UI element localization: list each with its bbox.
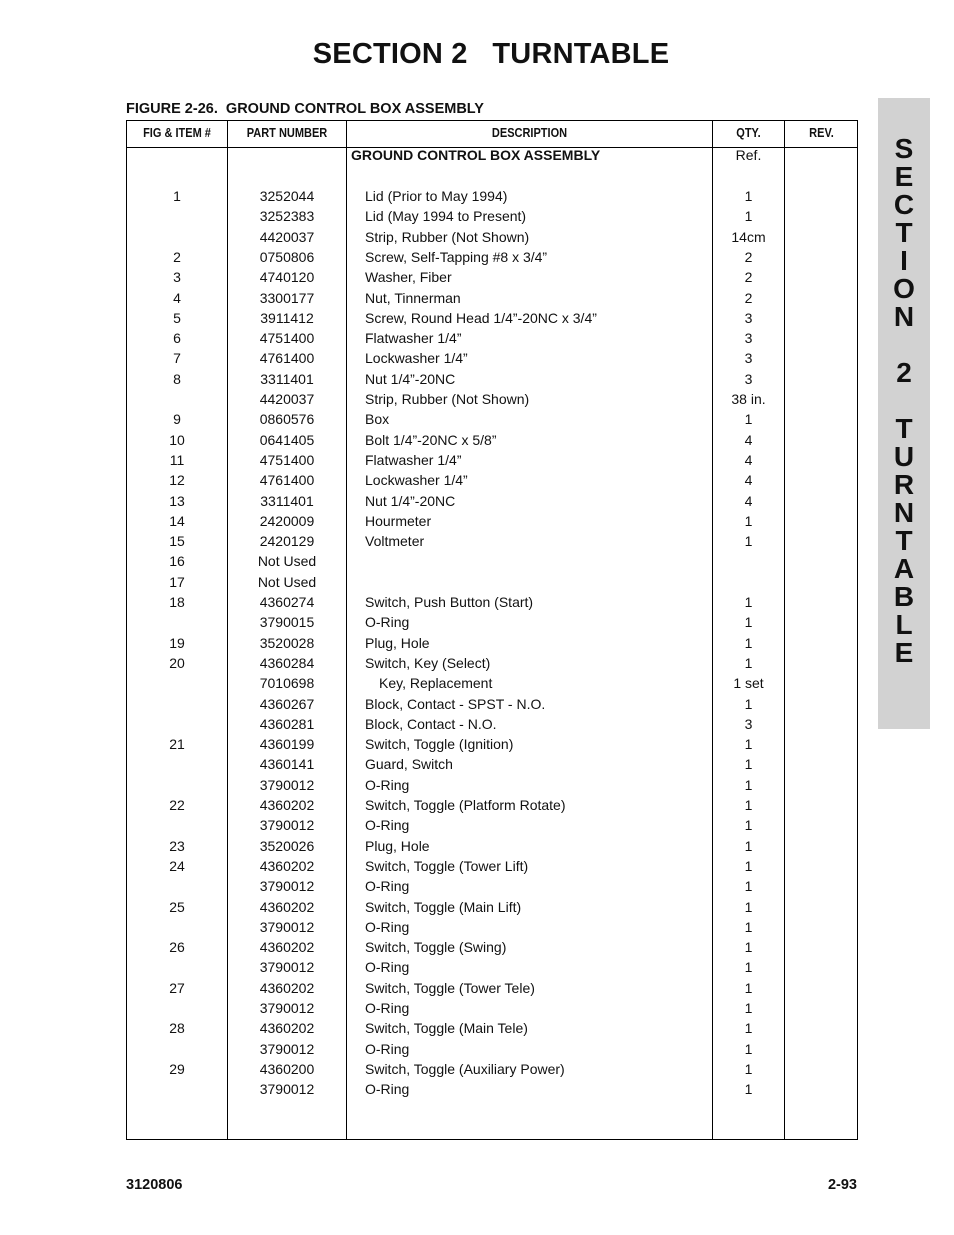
table-row — [127, 551, 857, 571]
part-number-cell: 4360202 — [259, 857, 315, 874]
description-cell: Switch, Toggle (Swing) — [365, 939, 507, 956]
part-number-cell: 4360202 — [259, 979, 315, 996]
fig-item-cell: 8 — [173, 370, 181, 387]
qty-cell: 4 — [744, 492, 753, 509]
page-number: 2-93 — [827, 1177, 857, 1193]
side-tab-letter — [878, 331, 930, 359]
fig-item-cell: 2 — [173, 248, 181, 265]
column-header-qty: QTY. — [736, 126, 761, 140]
table-row — [127, 389, 857, 409]
table-row — [127, 998, 857, 1018]
table-row — [127, 978, 857, 998]
page-title: SECTION 2 TURNTABLE — [312, 38, 670, 70]
qty-cell: 4 — [744, 472, 753, 489]
document-number: 3120806 — [126, 1177, 183, 1193]
parts-table — [126, 120, 858, 1140]
fig-item-cell: 4 — [173, 289, 181, 306]
part-number-cell: 3311401 — [260, 492, 314, 509]
table-row — [127, 957, 857, 977]
table-row — [127, 592, 857, 612]
description-cell: Switch, Toggle (Platform Rotate) — [365, 797, 566, 813]
description-cell: Hourmeter — [365, 512, 432, 529]
table-row — [127, 1018, 857, 1038]
description-cell: Box — [365, 411, 390, 428]
column-header-fig: FIG & ITEM # — [143, 126, 211, 140]
table-row — [127, 511, 857, 531]
part-number-cell: 4360200 — [259, 1060, 315, 1077]
qty-cell: 1 — [744, 411, 753, 428]
table-row — [127, 247, 857, 267]
part-number-cell: 3520028 — [259, 634, 315, 651]
description-cell: O-Ring — [365, 878, 410, 895]
part-number-cell: 3520026 — [259, 837, 315, 854]
part-number-cell: 4360284 — [259, 654, 315, 671]
part-number-cell: 3790012 — [259, 1081, 315, 1098]
side-tab-letter: N — [893, 301, 915, 332]
table-row — [127, 694, 857, 714]
table-row — [127, 206, 857, 226]
description-cell: O-Ring — [365, 1040, 410, 1057]
side-tab-letter: 2 — [896, 357, 912, 388]
description-cell: Flatwasher 1/4” — [365, 330, 462, 347]
part-number-cell: 3790012 — [259, 776, 315, 793]
description-cell: Lockwasher 1/4” — [365, 350, 468, 367]
description-cell: Switch, Key (Select) — [365, 654, 491, 671]
description-cell: O-Ring — [365, 776, 410, 793]
fig-item-cell: 6 — [173, 330, 181, 347]
fig-item-cell: 10 — [169, 431, 185, 448]
description-cell: O-Ring — [365, 1000, 410, 1016]
side-tab-letter: E — [894, 161, 914, 192]
description-cell: Plug, Hole — [365, 837, 430, 854]
qty-cell: 3 — [744, 715, 753, 732]
description-cell: Strip, Rubber (Not Shown) — [365, 391, 530, 407]
part-number-cell: 4751400 — [259, 451, 315, 468]
side-tab-letter: A — [893, 553, 915, 584]
table-row — [127, 348, 857, 368]
fig-item-cell: 15 — [169, 533, 185, 550]
part-number-cell: 4360199 — [259, 736, 315, 753]
table-row — [127, 450, 857, 470]
table-row — [127, 815, 857, 835]
table-row — [127, 491, 857, 511]
side-tab-letters — [878, 135, 930, 667]
part-number-cell: 4420037 — [259, 228, 315, 245]
qty-cell: 2 — [744, 248, 753, 265]
description-cell: Block, Contact - SPST - N.O. — [365, 695, 546, 712]
side-tab-letter — [878, 387, 930, 415]
table-row — [127, 531, 857, 551]
fig-item-cell: 22 — [169, 797, 185, 813]
qty-cell: 1 — [744, 898, 753, 915]
qty-cell: 1 — [744, 959, 753, 976]
description-cell: Switch, Push Button (Start) — [365, 594, 534, 610]
table-row — [127, 409, 857, 429]
qty-cell: 1 — [744, 756, 753, 773]
part-number-cell: 3790012 — [259, 959, 315, 976]
table-row — [127, 1039, 857, 1059]
part-number-cell: 4761400 — [259, 472, 315, 489]
figure-caption: FIGURE 2-26. GROUND CONTROL BOX ASSEMBLY — [126, 101, 484, 117]
table-row — [127, 308, 857, 328]
side-tab-letter: T — [895, 525, 913, 556]
fig-item-cell: 5 — [173, 309, 181, 326]
fig-item-cell: 14 — [169, 512, 185, 529]
side-tab-letter: L — [895, 609, 913, 640]
qty-cell: 3 — [744, 309, 753, 326]
table-row — [127, 470, 857, 490]
table-row — [127, 856, 857, 876]
description-cell: Strip, Rubber (Not Shown) — [365, 228, 530, 245]
qty-cell: 1 — [744, 797, 753, 813]
table-row — [127, 775, 857, 795]
description-cell: Plug, Hole — [365, 634, 430, 651]
description-cell: Flatwasher 1/4” — [365, 451, 462, 468]
fig-item-cell: 16 — [169, 553, 185, 570]
table-row — [127, 673, 857, 693]
description-cell: Switch, Toggle (Tower Tele) — [365, 979, 535, 996]
qty-cell: 1 — [744, 533, 753, 550]
table-row — [127, 369, 857, 389]
qty-cell: 4 — [744, 431, 753, 448]
description-cell: O-Ring — [365, 918, 410, 935]
qty-cell: 2 — [744, 269, 753, 286]
part-number-cell: 3252044 — [259, 188, 315, 204]
table-row — [127, 227, 857, 247]
part-number-cell: Not Used — [257, 573, 317, 590]
table-row — [127, 430, 857, 450]
part-number-cell: 3790012 — [259, 1000, 315, 1016]
qty-cell: 1 — [744, 878, 753, 895]
part-number-cell: 4360267 — [259, 695, 315, 712]
fig-item-cell: 29 — [169, 1060, 185, 1077]
description-cell: Washer, Fiber — [365, 269, 452, 286]
side-tab-letter: I — [900, 245, 908, 276]
fig-item-cell: 9 — [173, 411, 181, 428]
column-header-part: PART NUMBER — [246, 126, 328, 140]
side-tab-letter: S — [894, 133, 914, 164]
qty-cell: 1 — [744, 634, 753, 651]
side-tab-letter: N — [893, 497, 915, 528]
part-number-cell: 4360281 — [259, 715, 315, 732]
fig-item-cell: 21 — [169, 736, 185, 753]
fig-item-cell: 12 — [169, 472, 185, 489]
side-tab-letter: B — [893, 581, 915, 612]
qty-cell: 1 — [744, 918, 753, 935]
description-cell: Nut 1/4”-20NC — [365, 370, 456, 387]
table-row — [127, 186, 857, 206]
description-cell: Key, Replacement — [379, 675, 493, 692]
qty-cell: 1 — [744, 208, 753, 225]
part-number-cell: 4761400 — [259, 350, 315, 367]
table-row — [127, 734, 857, 754]
qty-cell: 1 — [744, 1081, 753, 1098]
table-row — [127, 1079, 857, 1099]
table-row — [127, 572, 857, 592]
part-number-cell: 3300177 — [259, 289, 315, 306]
description-cell: Nut 1/4”-20NC — [365, 492, 456, 509]
table-row — [127, 1059, 857, 1079]
qty-cell: 1 — [744, 817, 753, 834]
part-number-cell: 4360141 — [259, 756, 315, 773]
qty-cell: 1 — [744, 776, 753, 793]
part-number-cell: 3790012 — [259, 1040, 315, 1057]
part-number-cell: Not Used — [257, 553, 317, 570]
description-cell: Lid (Prior to May 1994) — [365, 188, 508, 204]
description-cell: Lockwasher 1/4” — [365, 472, 468, 489]
fig-item-cell: 20 — [169, 654, 185, 671]
table-row — [127, 653, 857, 673]
description-cell: Bolt 1/4”-20NC x 5/8” — [365, 431, 497, 448]
description-cell: O-Ring — [365, 959, 410, 976]
fig-item-cell: 26 — [169, 939, 185, 956]
side-tab-letter: E — [894, 637, 914, 668]
part-number-cell: 4360202 — [259, 939, 315, 956]
qty-cell: 3 — [744, 370, 753, 387]
qty-cell: 1 — [744, 654, 753, 671]
part-number-cell: 3252383 — [259, 208, 315, 225]
part-number-cell: 3790012 — [259, 918, 315, 935]
qty-cell: 1 — [744, 695, 753, 712]
table-row — [127, 145, 857, 165]
part-number-cell: 4360274 — [259, 594, 315, 610]
column-header-description: DESCRIPTION — [491, 126, 568, 140]
fig-item-cell: 1 — [173, 188, 181, 204]
fig-item-cell: 13 — [169, 492, 185, 509]
qty-cell: 1 — [744, 979, 753, 996]
fig-item-cell: 19 — [169, 634, 185, 651]
side-tab-letter: T — [895, 413, 913, 444]
qty-cell: 1 — [744, 857, 753, 874]
qty-cell: 1 — [744, 1040, 753, 1057]
side-tab-letter: T — [895, 217, 913, 248]
part-number-cell: 3790012 — [259, 817, 315, 834]
table-row — [127, 714, 857, 734]
qty-cell: 2 — [744, 289, 753, 306]
qty-cell: 1 — [744, 188, 753, 204]
description-cell: Voltmeter — [365, 533, 425, 550]
description-cell: Screw, Round Head 1/4”-20NC x 3/4” — [365, 309, 597, 326]
table-row — [127, 917, 857, 937]
part-number-cell: 3790012 — [259, 878, 315, 895]
qty-cell: 1 — [744, 1060, 753, 1077]
description-cell: Nut, Tinnerman — [365, 289, 461, 306]
part-number-cell: 4740120 — [259, 269, 315, 286]
fig-item-cell: 3 — [173, 269, 181, 286]
part-number-cell: 0750806 — [259, 248, 315, 265]
description-cell: Switch, Toggle (Main Lift) — [365, 898, 522, 915]
fig-item-cell: 25 — [169, 898, 185, 915]
part-number-cell: 7010698 — [259, 675, 315, 692]
table-row — [127, 836, 857, 856]
table-row — [127, 876, 857, 896]
fig-item-cell: 11 — [169, 451, 185, 468]
part-number-cell: 2420009 — [259, 512, 315, 529]
description-cell: Screw, Self-Tapping #8 x 3/4” — [365, 248, 548, 265]
qty-cell: 4 — [744, 451, 753, 468]
part-number-cell: 0641405 — [259, 431, 315, 448]
table-row — [127, 897, 857, 917]
description-cell: Block, Contact - N.O. — [365, 715, 497, 732]
column-header-rev: REV. — [809, 126, 834, 140]
part-number-cell: 4360202 — [259, 797, 315, 813]
part-number-cell: 3790015 — [259, 614, 315, 631]
description-cell: O-Ring — [365, 614, 410, 631]
part-number-cell: 4360202 — [259, 1020, 315, 1037]
table-row — [127, 633, 857, 653]
section-side-tab — [878, 98, 930, 729]
qty-cell: 14cm — [731, 228, 766, 245]
qty-cell: 1 — [744, 837, 753, 854]
qty-cell: Ref. — [735, 147, 762, 163]
side-tab-letter: C — [893, 189, 915, 220]
side-tab-letter: O — [893, 273, 915, 304]
description-cell: O-Ring — [365, 817, 410, 834]
qty-cell: 1 — [744, 1000, 753, 1016]
description-cell: Switch, Toggle (Ignition) — [365, 736, 514, 753]
fig-item-cell: 17 — [169, 573, 185, 590]
description-cell: Switch, Toggle (Auxiliary Power) — [365, 1060, 565, 1077]
table-row — [127, 328, 857, 348]
description-cell: O-Ring — [365, 1081, 410, 1098]
part-number-cell: 3911412 — [260, 309, 314, 326]
description-cell: Lid (May 1994 to Present) — [365, 208, 527, 225]
fig-item-cell: 7 — [173, 350, 181, 367]
table-row — [127, 754, 857, 774]
part-number-cell: 3311401 — [260, 370, 314, 387]
part-number-cell: 0860576 — [259, 411, 315, 428]
qty-cell: 38 in. — [731, 391, 766, 407]
qty-cell: 1 — [744, 614, 753, 631]
fig-item-cell: 27 — [169, 979, 185, 996]
qty-cell: 1 set — [733, 675, 764, 692]
fig-item-cell: 23 — [169, 837, 185, 854]
qty-cell: 1 — [744, 512, 753, 529]
fig-item-cell: 28 — [169, 1020, 185, 1037]
qty-cell: 1 — [744, 939, 753, 956]
qty-cell: 3 — [744, 350, 753, 367]
qty-cell: 3 — [744, 330, 753, 347]
table-row — [127, 612, 857, 632]
part-number-cell: 2420129 — [259, 533, 315, 550]
side-tab-letter: U — [893, 441, 915, 472]
qty-cell: 1 — [744, 736, 753, 753]
table-row — [127, 795, 857, 815]
part-number-cell: 4360202 — [259, 898, 315, 915]
description-cell: Switch, Toggle (Main Tele) — [365, 1020, 528, 1037]
table-row — [127, 267, 857, 287]
part-number-cell: 4420037 — [259, 391, 315, 407]
qty-cell: 1 — [744, 594, 753, 610]
side-tab-letter: R — [893, 469, 915, 500]
fig-item-cell: 18 — [169, 594, 185, 610]
description-cell: Switch, Toggle (Tower Lift) — [365, 857, 529, 874]
fig-item-cell: 24 — [169, 857, 185, 874]
part-number-cell: 4751400 — [259, 330, 315, 347]
table-row — [127, 288, 857, 308]
table-row — [127, 937, 857, 957]
description-cell: Guard, Switch — [365, 756, 453, 773]
description-cell: GROUND CONTROL BOX ASSEMBLY — [351, 147, 601, 163]
qty-cell: 1 — [744, 1020, 753, 1037]
